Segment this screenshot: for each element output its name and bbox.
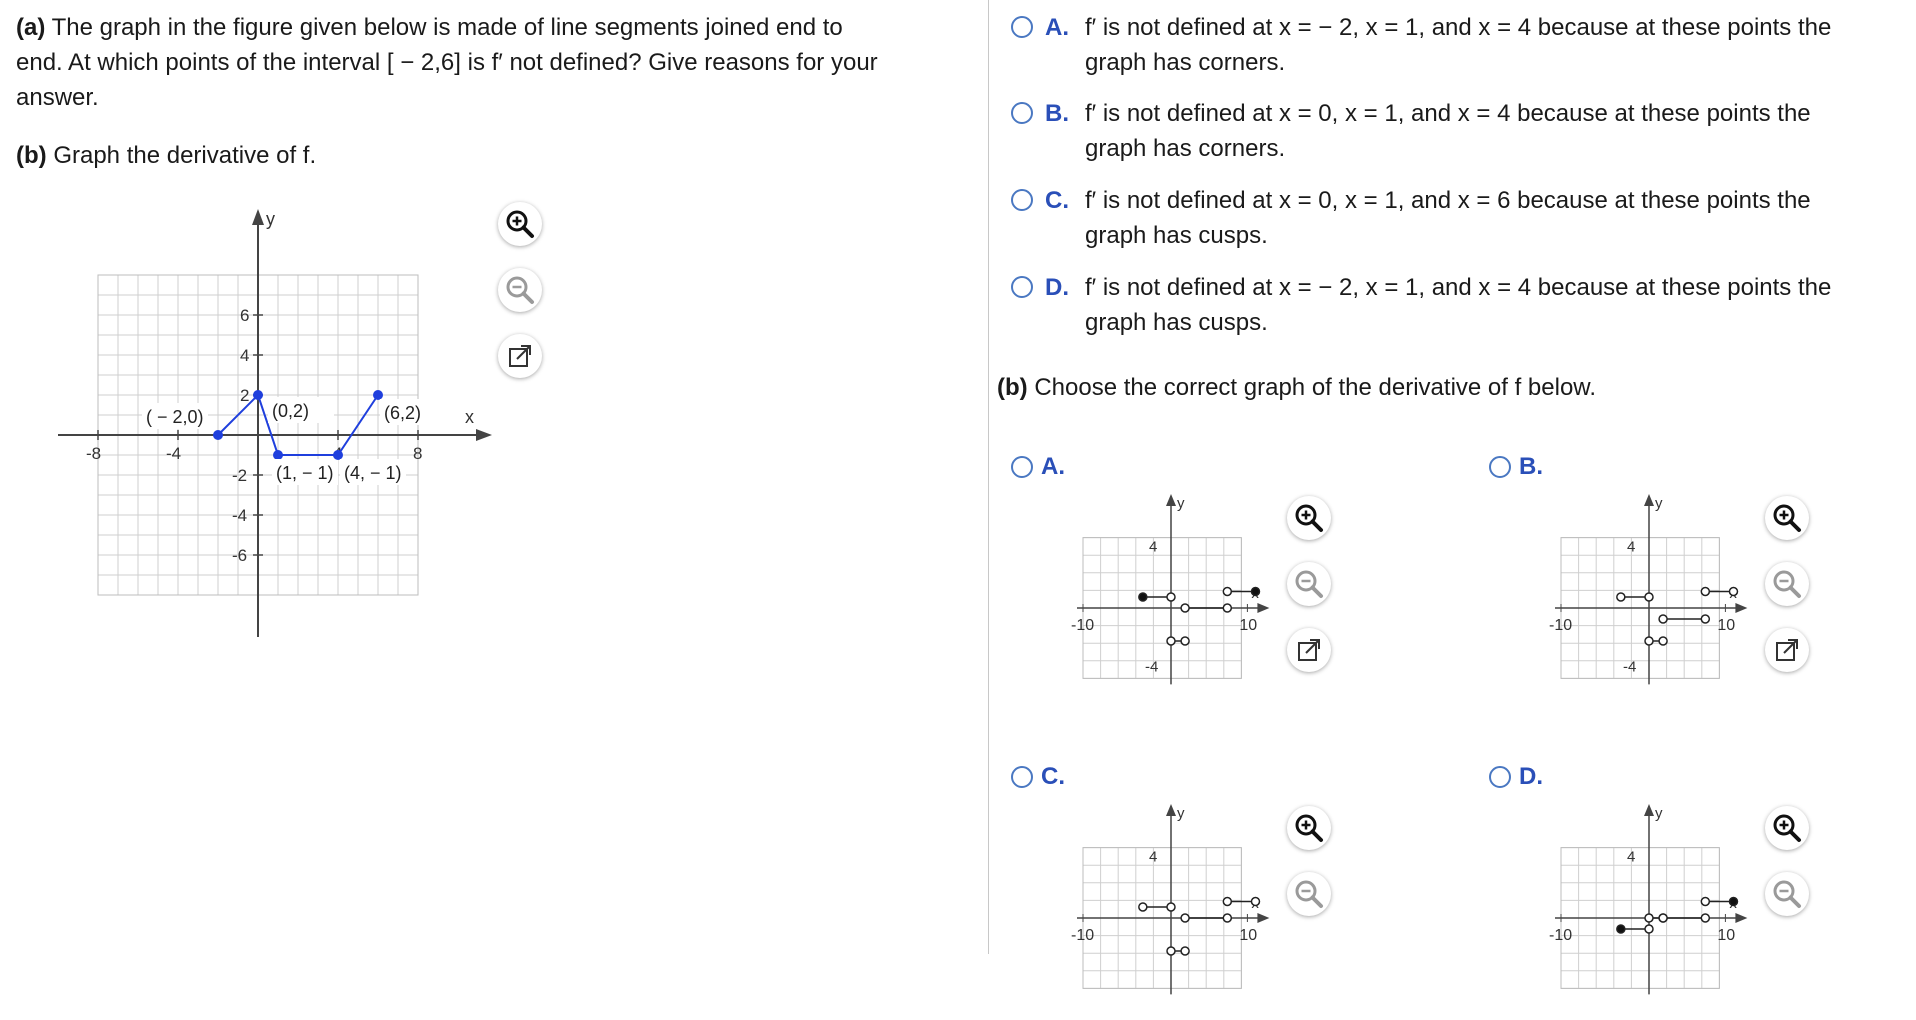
zoom-in-button[interactable] (1765, 496, 1809, 540)
y-tick-label: 4 (240, 346, 250, 365)
part-a-line2: end. At which points of the interval [ − 2,6] is f′ not defined? Give reasons for your (16, 49, 878, 76)
graph-option-a[interactable] (989, 450, 1438, 710)
open-endpoint (1701, 615, 1709, 623)
part-b-label: (b) (16, 142, 47, 169)
part-b-prompt (16, 138, 316, 174)
option-text-line1: f′ is not defined at x = 0, x = 1, and x = 6 because at these points the (1085, 187, 1811, 214)
option-d[interactable] (989, 270, 1916, 350)
option-text-line2: graph has corners. (1085, 49, 1286, 76)
open-endpoint (1701, 898, 1709, 906)
part-b-right-label: (b) (997, 374, 1028, 401)
derivative-graph (1507, 800, 1757, 1010)
radio-button[interactable] (1011, 16, 1033, 38)
part-a-label: (a) (16, 14, 46, 41)
open-endpoint (1167, 637, 1175, 645)
graph-point (213, 430, 223, 440)
question-panel (0, 0, 988, 954)
x-tick-label: -10 (1549, 617, 1573, 634)
popout-button[interactable] (1765, 628, 1809, 672)
open-endpoint (1139, 903, 1147, 911)
zoom-in-icon (505, 209, 535, 239)
derivative-graph (1029, 800, 1279, 1010)
graph-point (333, 450, 343, 460)
option-letter: C. (1041, 763, 1065, 790)
open-endpoint (1181, 637, 1189, 645)
y-tick-label: 4 (1149, 848, 1158, 866)
graph-point (273, 450, 283, 460)
radio-button[interactable] (1011, 456, 1033, 478)
zoom-out-icon (1772, 569, 1802, 599)
graph-point (373, 390, 383, 400)
main-graph-y-label: y (266, 209, 275, 229)
part-b-right-text: Choose the correct graph of the derivative of f below. (1034, 374, 1596, 401)
y-tick-label: -6 (232, 546, 248, 565)
y-axis-label: y (1177, 495, 1185, 512)
part-a-text1: The graph in the figure given below is made of line segments joined end to (51, 14, 843, 41)
option-c[interactable] (989, 183, 1916, 263)
closed-endpoint (1139, 593, 1147, 601)
x-tick-label: -8 (86, 444, 102, 463)
derivative-graph (1029, 490, 1279, 700)
open-endpoint (1659, 914, 1667, 922)
zoom-out-button[interactable] (1287, 872, 1331, 916)
x-tick-label: 8 (413, 444, 423, 463)
open-endpoint (1645, 925, 1653, 933)
radio-button[interactable] (1011, 189, 1033, 211)
y-axis-arrow (1644, 804, 1654, 816)
x-tick-label: 10 (1717, 617, 1736, 634)
x-axis-arrow (1257, 603, 1269, 613)
zoom-out-button[interactable] (1287, 562, 1331, 606)
open-endpoint (1701, 588, 1709, 596)
open-endpoint (1223, 914, 1231, 922)
zoom-in-button[interactable] (1765, 806, 1809, 850)
x-tick-label: 10 (1239, 927, 1258, 944)
open-endpoint (1645, 593, 1653, 601)
point-label: ( − 2,0) (146, 407, 204, 427)
main-graph-points (142, 390, 446, 485)
zoom-in-button[interactable] (1287, 496, 1331, 540)
x-axis-arrow (1735, 913, 1747, 923)
zoom-out-icon (1294, 569, 1324, 599)
y-tick-label: 2 (240, 386, 250, 405)
option-text-line1: f′ is not defined at x = − 2, x = 1, and x = 4 because at these points the (1085, 274, 1832, 301)
option-letter: B. (1045, 100, 1069, 127)
y-tick-label: -4 (1145, 658, 1159, 676)
closed-endpoint (1251, 588, 1259, 596)
zoom-in-icon (1772, 503, 1802, 533)
open-endpoint (1659, 637, 1667, 645)
open-endpoint (1701, 914, 1709, 922)
main-graph (40, 205, 500, 645)
open-endpoint (1645, 914, 1653, 922)
y-axis-arrow (1644, 494, 1654, 506)
option-letter: A. (1045, 14, 1069, 41)
point-label: (0,2) (272, 401, 310, 421)
popout-button[interactable] (1287, 628, 1331, 672)
zoom-out-icon (505, 275, 535, 305)
main-graph-x-label: x (465, 407, 474, 427)
open-endpoint (1223, 588, 1231, 596)
y-tick-label: -2 (232, 466, 248, 485)
open-endpoint (1729, 588, 1737, 596)
y-axis-arrow (1166, 804, 1176, 816)
part-b-right-prompt (997, 370, 1596, 406)
zoom-out-button[interactable] (1765, 562, 1809, 606)
external-link-icon (1296, 637, 1322, 663)
zoom-in-icon (1294, 813, 1324, 843)
option-letter: D. (1519, 763, 1543, 790)
point-label: (6,2) (384, 403, 422, 423)
option-b[interactable] (989, 96, 1916, 176)
point-label: (1, − 1) (276, 463, 334, 483)
open-endpoint (1181, 604, 1189, 612)
part-a-line3: answer. (16, 84, 99, 111)
graph-option-b[interactable] (1467, 450, 1916, 710)
option-text-line2: graph has cusps. (1085, 222, 1268, 249)
y-tick-label: 4 (1627, 848, 1636, 866)
part-b-text: Graph the derivative of f. (53, 142, 317, 169)
x-tick-label: -10 (1549, 927, 1573, 944)
radio-button[interactable] (1011, 766, 1033, 788)
popout-button[interactable] (498, 334, 542, 378)
point-label: (4, − 1) (344, 463, 402, 483)
option-a[interactable] (989, 10, 1916, 90)
y-tick-label: 4 (1627, 538, 1636, 556)
y-axis-label: y (1655, 495, 1663, 512)
option-text-line2: graph has cusps. (1085, 309, 1268, 336)
external-link-icon (1774, 637, 1800, 663)
y-axis-arrow (1166, 494, 1176, 506)
x-tick-label: 10 (1717, 927, 1736, 944)
zoom-out-icon (1772, 879, 1802, 909)
x-axis-arrow (1257, 913, 1269, 923)
open-endpoint (1223, 898, 1231, 906)
zoom-out-button[interactable] (498, 268, 542, 312)
zoom-in-button[interactable] (498, 202, 542, 246)
x-tick-label: 10 (1239, 617, 1258, 634)
option-letter: B. (1519, 453, 1543, 480)
zoom-in-icon (1294, 503, 1324, 533)
derivative-graph (1507, 490, 1757, 700)
open-endpoint (1167, 593, 1175, 601)
graph-option-c[interactable] (989, 760, 1438, 1020)
open-endpoint (1223, 604, 1231, 612)
option-text-line1: f′ is not defined at x = − 2, x = 1, and x = 4 because at these points the (1085, 14, 1832, 41)
y-tick-label: 4 (1149, 538, 1158, 556)
open-endpoint (1645, 637, 1653, 645)
zoom-in-icon (1772, 813, 1802, 843)
radio-button[interactable] (1489, 456, 1511, 478)
open-endpoint (1617, 593, 1625, 601)
zoom-out-button[interactable] (1765, 872, 1809, 916)
x-tick-label: -10 (1071, 617, 1095, 634)
graph-point (253, 390, 263, 400)
graph-option-d[interactable] (1467, 760, 1916, 1020)
x-tick-label: -10 (1071, 927, 1095, 944)
open-endpoint (1659, 615, 1667, 623)
answer-panel (989, 0, 1916, 954)
y-axis-label: y (1655, 805, 1663, 822)
y-tick-label: -4 (232, 506, 248, 525)
zoom-in-button[interactable] (1287, 806, 1331, 850)
option-letter: A. (1041, 453, 1065, 480)
option-text-line1: f′ is not defined at x = 0, x = 1, and x = 4 because at these points the (1085, 100, 1811, 127)
open-endpoint (1167, 903, 1175, 911)
radio-button[interactable] (1011, 276, 1033, 298)
y-axis-label: y (1177, 805, 1185, 822)
closed-endpoint (1729, 898, 1737, 906)
closed-endpoint (1617, 925, 1625, 933)
x-tick-label: -4 (166, 444, 182, 463)
open-endpoint (1181, 914, 1189, 922)
option-text-line2: graph has corners. (1085, 135, 1286, 162)
open-endpoint (1251, 898, 1259, 906)
x-axis-arrow (1735, 603, 1747, 613)
y-tick-label: 6 (240, 306, 250, 325)
y-tick-label: -4 (1623, 658, 1637, 676)
option-letter: D. (1045, 274, 1069, 301)
zoom-out-icon (1294, 879, 1324, 909)
option-letter: C. (1045, 187, 1069, 214)
external-link-icon (507, 343, 533, 369)
part-a-line1 (16, 10, 843, 46)
radio-button[interactable] (1011, 102, 1033, 124)
radio-button[interactable] (1489, 766, 1511, 788)
